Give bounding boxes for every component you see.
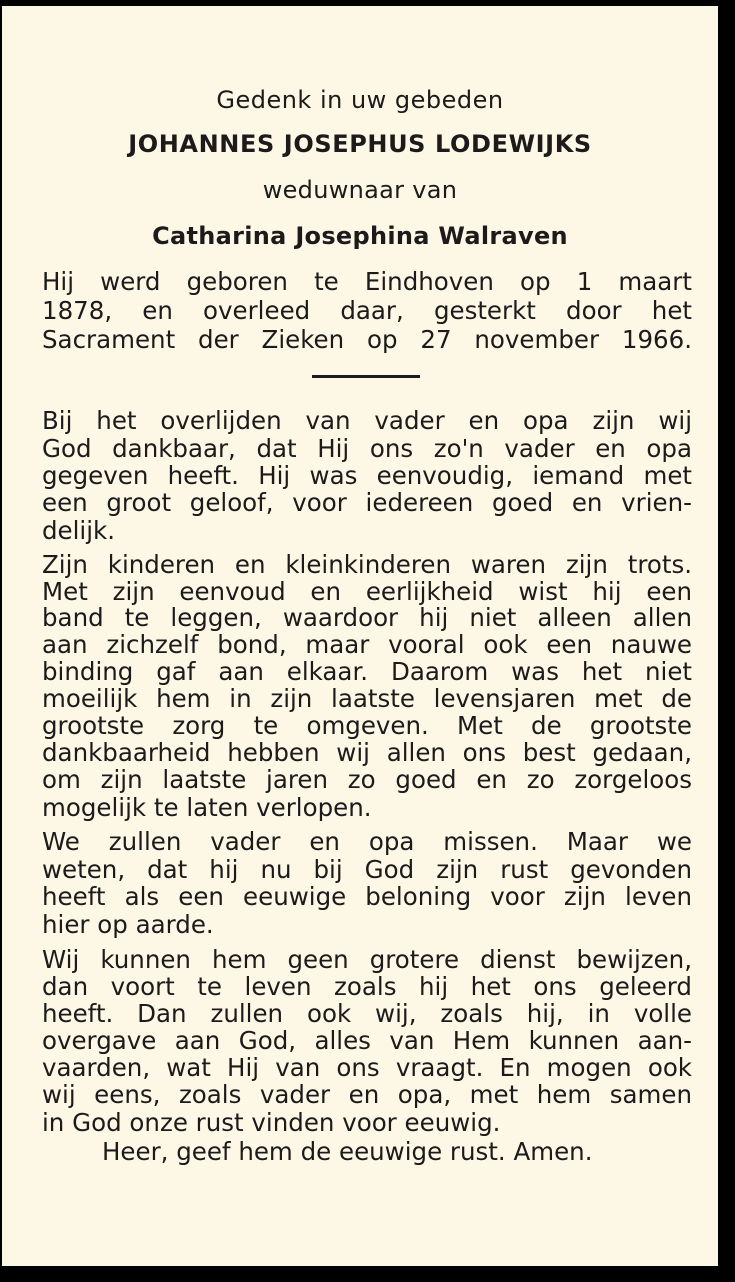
text-line: grootste zorg te omgeven. Met de grootste [42,711,692,740]
text-line: moeilijk hem in zijn laatste levensjaren met de [42,684,692,713]
text-line: Bij het overlijden van vader en opa zijn wij [42,406,692,435]
text-line: aan zichzelf bond, maar vooral ook een nauwe [42,630,692,659]
text-line: dankbaarheid hebben wij allen ons best gedaan, [42,738,692,767]
spouse-name: Catharina Josephina Walraven [152,222,568,250]
text-line: vaarden, wat Hij van ons vraagt. En mogen ook [42,1053,692,1082]
text-line: Met zijn eenvoud en eerlijkheid wist hij een [42,577,692,606]
intro-line: Gedenk in uw gebeden [216,86,504,114]
text-line: dan voort te leven zoals hij het ons geleerd [42,972,692,1001]
text-line: gegeven heeft. Hij was eenvoudig, iemand met [42,461,692,490]
text-line: Wij kunnen hem geen grotere dienst bewijzen, [42,945,692,974]
text-line: delijk. [42,516,116,545]
birth-death-line: Hij werd geboren te Eindhoven op 1 maart [42,267,692,296]
text-line: band te leggen, waardoor hij niet alleen allen [42,603,692,632]
closing-prayer: Heer, geef hem de eeuwige rust. Amen. [102,1137,593,1166]
relation-line: weduwnaar van [262,176,458,204]
text-line: weten, dat hij nu bij God zijn rust gevonden [42,855,692,884]
text-line: binding gaf aan elkaar. Daarom was het niet [42,657,692,686]
divider [312,375,420,378]
memorial-card [2,6,718,1266]
text-line: heeft als een eeuwige beloning voor zijn leven [42,882,692,911]
text-line: een groot geloof, voor iedereen goed en vrien- [42,488,692,517]
text-line: God dankbaar, dat Hij ons zo'n vader en opa [42,434,692,463]
text-line: wij eens, zoals vader en opa, met hem samen [42,1080,692,1109]
text-line: We zullen vader en opa missen. Maar we [42,827,692,856]
text-line: heeft. Dan zullen ook wij, zoals hij, in volle [42,999,692,1028]
text-line: om zijn laatste jaren zo goed en zo zorgeloos [42,765,692,794]
text-line: hier op aarde. [42,910,214,939]
birth-death-line: 1878, en overleed daar, gesterkt door het [42,296,692,325]
deceased-name: JOHANNES JOSEPHUS LODEWIJKS [128,130,592,158]
text-line: overgave aan God, alles van Hem kunnen aan- [42,1026,692,1055]
text-line: in God onze rust vinden voor eeuwig. [42,1108,501,1137]
birth-death-line: Sacrament der Zieken op 27 november 1966. [42,325,692,354]
text-line: Zijn kinderen en kleinkinderen waren zijn trots. [42,550,692,579]
text-line: mogelijk te laten verlopen. [42,793,372,822]
